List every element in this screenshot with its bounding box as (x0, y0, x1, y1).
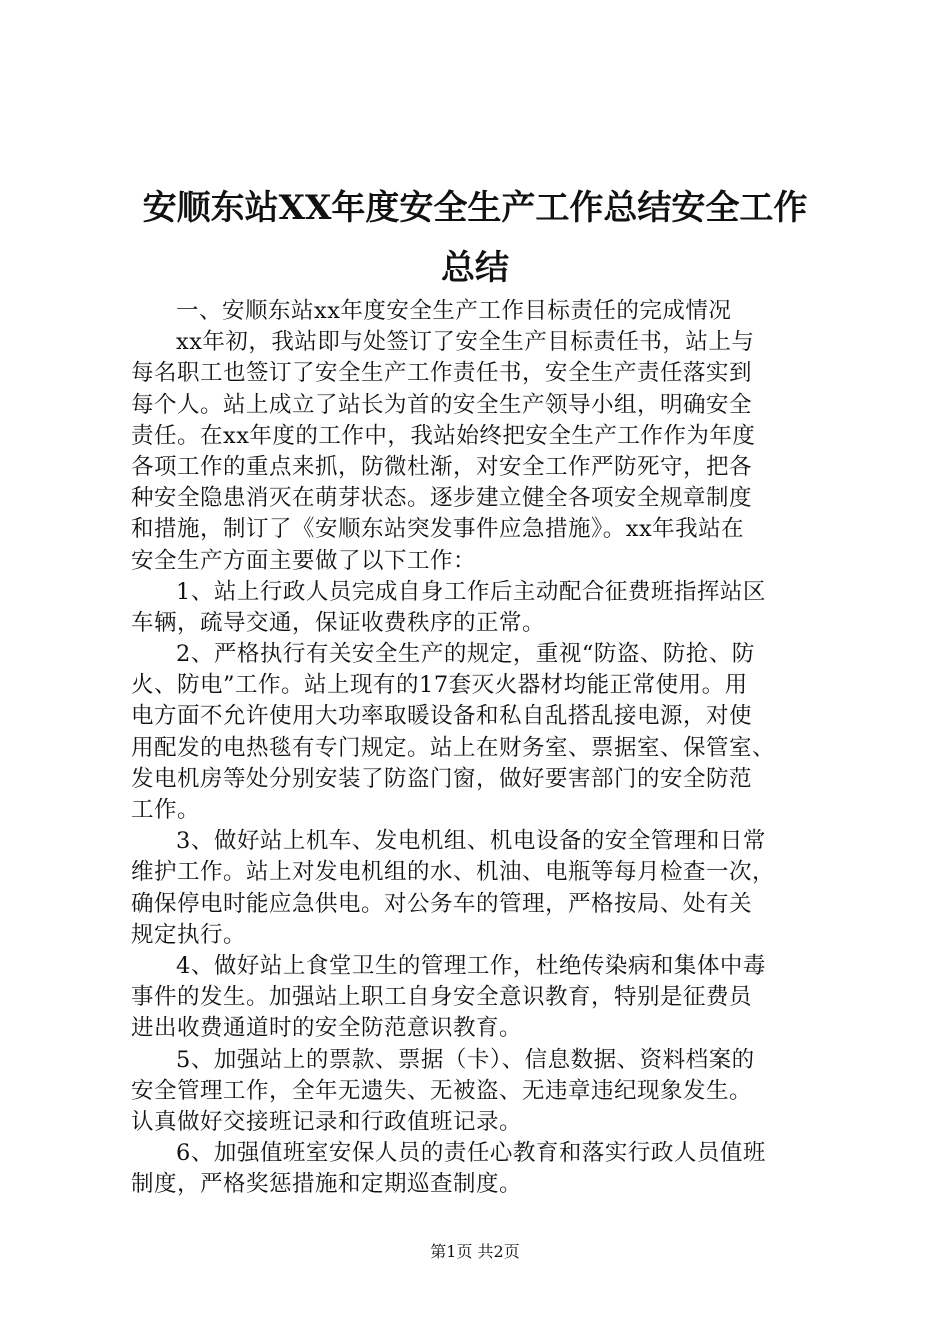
paragraph-line: 工作。 (131, 797, 201, 823)
paragraph-line: 车辆，疏导交通，保证收费秩序的正常。 (131, 609, 546, 636)
paragraph-line: 维护工作。站上对发电机组的水、机油、电瓶等每月检查一次， (131, 859, 776, 886)
page-number-footer: 第1页 共2页 (430, 1242, 520, 1261)
document-body (131, 296, 831, 1200)
paragraph-line: 火、防电”工作。站上现有的17套灭火器材均能正常使用。用 (131, 672, 748, 699)
paragraph-line: 种安全隐患消灭在萌芽状态。逐步建立健全各项安全规章制度 (131, 485, 753, 512)
paragraph-line: 各项工作的重点来抓，防微杜渐，对安全工作严防死守，把各 (131, 453, 753, 480)
paragraph-line: 事件的发生。加强站上职工自身安全意识教育，特别是征费员 (131, 984, 753, 1011)
paragraph-line: 安全管理工作，全年无遗失、无被盗、无违章违纪现象发生。 (131, 1077, 753, 1104)
paragraph-line: 安全生产方面主要做了以下工作： (131, 547, 477, 574)
document-title (110, 178, 840, 298)
paragraph-line: 责任。在xx年度的工作中，我站始终把安全生产工作作为年度 (131, 422, 756, 449)
paragraph-line: 制度，严格奖惩措施和定期巡查制度。 (131, 1171, 523, 1198)
paragraph-line: 每个人。站上成立了站长为首的安全生产领导小组，明确安全 (131, 391, 753, 418)
paragraph-line: xx年初，我站即与处签订了安全生产目标责任书，站上与 (176, 329, 755, 356)
paragraph-line: 进出收费通道时的安全防范意识教育。 (131, 1015, 523, 1042)
paragraph-line: 规定执行。 (131, 921, 247, 948)
paragraph-line: 每名职工也签订了安全生产工作责任书，安全生产责任落实到 (131, 360, 753, 387)
paragraph-line: 电方面不允许使用大功率取暖设备和私自乱搭乱接电源，对使 (131, 703, 753, 730)
paragraph-line: 用配发的电热毯有专门规定。站上在财务室、票据室、保管室、 (131, 734, 776, 761)
list-item-3: 3、做好站上机车、发电机组、机电设备的安全管理和日常 (176, 828, 766, 855)
list-item-2: 2、严格执行有关安全生产的规定，重视“防盗、防抢、防 (176, 641, 755, 668)
list-item-1: 1、站上行政人员完成自身工作后主动配合征费班指挥站区 (176, 578, 766, 605)
list-item-4: 4、做好站上食堂卫生的管理工作，杜绝传染病和集体中毒 (176, 952, 766, 979)
paragraph-line: 确保停电时能应急供电。对公务车的管理，严格按局、处有关 (131, 890, 753, 917)
paragraph-line: 发电机房等处分别安装了防盗门窗，做好要害部门的安全防范 (131, 765, 753, 792)
title-line-2: 总结 (441, 248, 509, 288)
paragraph-line: 和措施，制订了《安顺东站突发事件应急措施》。xx年我站在 (131, 516, 745, 543)
section-heading: 一、安顺东站xx年度安全生产工作目标责任的完成情况 (176, 298, 732, 324)
list-item-6: 6、加强值班室安保人员的责任心教育和落实行政人员值班 (176, 1140, 766, 1167)
list-item-5: 5、加强站上的票款、票据（卡）、信息数据、资料档案的 (176, 1046, 755, 1073)
paragraph-line: 认真做好交接班记录和行政值班记录。 (131, 1108, 523, 1135)
title-line-1: 安顺东站XX年度安全生产工作总结安全工作 (142, 188, 808, 228)
